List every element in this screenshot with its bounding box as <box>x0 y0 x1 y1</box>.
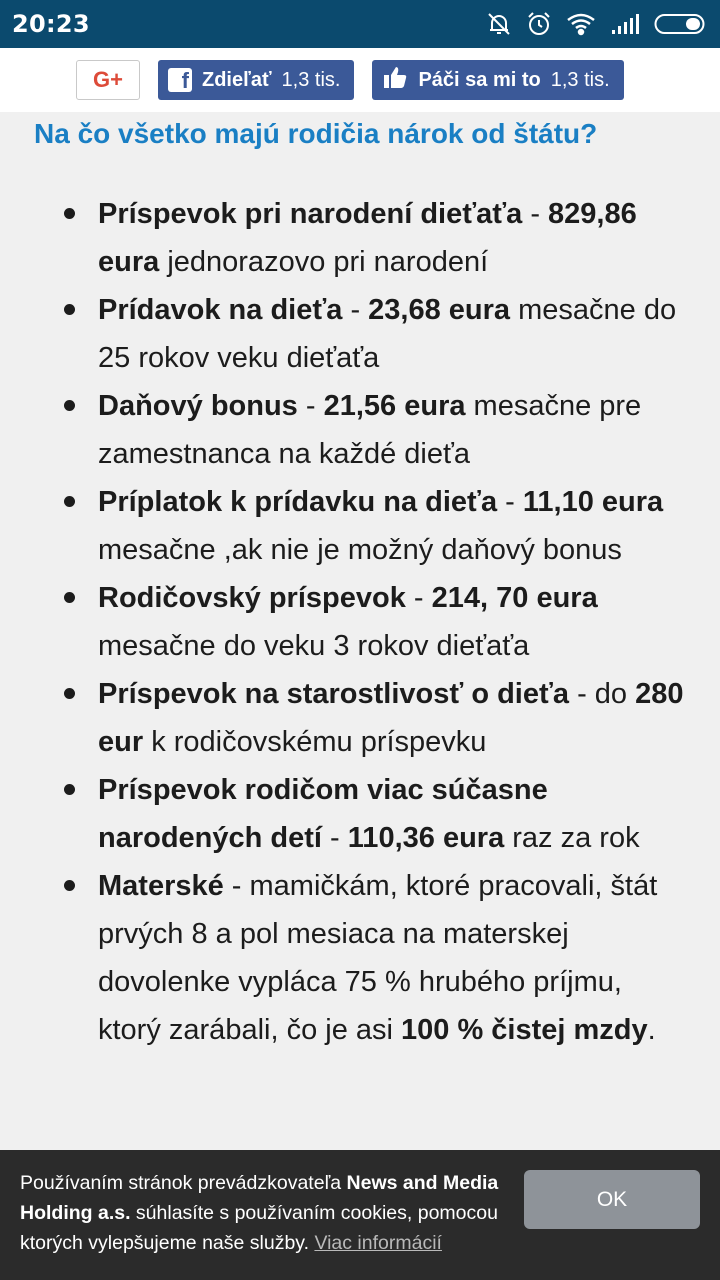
item-amount: 11,10 eura <box>522 486 664 518</box>
cookie-text-start: Používaním stránok prevádzkovateľa <box>20 1172 347 1194</box>
article-content <box>0 112 720 1150</box>
status-time: 20:23 <box>12 10 90 38</box>
facebook-share-label: Zdieľať <box>202 68 272 91</box>
cookie-text <box>20 1168 530 1258</box>
list-item <box>0 286 720 382</box>
thumbs-up-icon <box>382 64 408 96</box>
item-amount: 110,36 eura <box>347 822 505 854</box>
cookie-ok-button[interactable]: OK <box>524 1170 700 1229</box>
battery-icon <box>654 12 708 36</box>
facebook-like-label: Páči sa mi to <box>418 68 541 91</box>
item-end: . <box>647 1014 656 1046</box>
item-text: mesačne ,ak nie je možný daňový bonus <box>98 534 622 566</box>
item-title: Prídavok na dieťa <box>98 294 343 326</box>
wifi-icon <box>566 12 596 36</box>
item-emphasis: 100 % čistej mzdy <box>401 1014 648 1046</box>
item-separator: - <box>342 294 369 326</box>
cookie-text-end: súhlasíte s používaním cookies, pomocou ktorých vylepšujeme naše služby. <box>20 1202 498 1254</box>
item-amount: 214, 70 eura <box>431 582 598 614</box>
google-plus-icon: G+ <box>93 67 123 92</box>
item-text: mesačne do 25 rokov veku dieťaťa <box>98 294 677 374</box>
share-bar <box>0 48 720 112</box>
status-icons <box>486 11 708 37</box>
list-item <box>0 766 720 862</box>
benefits-list <box>0 190 720 1054</box>
item-title: Materské <box>98 870 224 902</box>
item-separator: - <box>522 198 549 230</box>
list-item <box>0 862 720 1054</box>
item-title: Príspevok na starostlivosť o dieťa <box>98 678 570 710</box>
item-title: Príspevok rodičom viac súčasne narodených detí <box>98 774 548 854</box>
status-bar <box>0 0 720 48</box>
item-text: jednorazovo pri narodení <box>159 246 489 278</box>
facebook-like-count: 1,3 tis. <box>550 68 610 91</box>
facebook-share-count: 1,3 tis. <box>281 68 341 91</box>
item-title: Príspevok pri narodení dieťaťa <box>98 198 523 230</box>
facebook-like-button[interactable] <box>372 60 623 100</box>
item-text: raz za rok <box>504 822 640 854</box>
item-separator: - <box>497 486 523 518</box>
signal-icon <box>610 12 640 36</box>
item-separator: - do <box>569 678 636 710</box>
alarm-icon <box>526 11 552 37</box>
bell-off-icon <box>486 11 512 37</box>
item-text: mesačne do veku 3 rokov dieťaťa <box>98 630 530 662</box>
item-text: - mamičkám, ktoré pracovali, štát prvých 8 a pol mesiaca na materskej dovolenke vypláca 75 % hrubého príjmu, ktorý zarábali, čo je asi <box>98 870 658 1046</box>
item-title: Daňový bonus <box>98 390 298 422</box>
cookie-consent-bar <box>0 1150 720 1280</box>
item-amount: 23,68 eura <box>368 294 511 326</box>
google-plus-button[interactable] <box>76 60 140 100</box>
facebook-icon: f <box>168 68 192 92</box>
list-item <box>0 574 720 670</box>
list-item <box>0 382 720 478</box>
list-item <box>0 478 720 574</box>
item-amount: 21,56 eura <box>323 390 466 422</box>
item-amount: 280 eur <box>98 678 684 758</box>
item-text: k rodičovskému príspevku <box>143 726 487 758</box>
item-separator: - <box>405 582 432 614</box>
item-text: mesačne pre zamestnanca na každé dieťa <box>98 390 642 470</box>
more-info-link[interactable]: Viac informácií <box>314 1232 442 1254</box>
item-separator: - <box>322 822 348 854</box>
item-title: Príplatok k prídavku na dieťa <box>98 486 498 518</box>
list-item <box>0 190 720 286</box>
article-heading: Na čo všetko majú rodičia nárok od štátu? <box>34 118 598 149</box>
item-separator: - <box>297 390 324 422</box>
item-title: Rodičovský príspevok <box>98 582 406 614</box>
item-amount: 829,86 eura <box>98 198 637 278</box>
list-item <box>0 670 720 766</box>
facebook-share-button[interactable] <box>158 60 354 100</box>
cookie-company: News and Media Holding a.s. <box>20 1172 499 1224</box>
